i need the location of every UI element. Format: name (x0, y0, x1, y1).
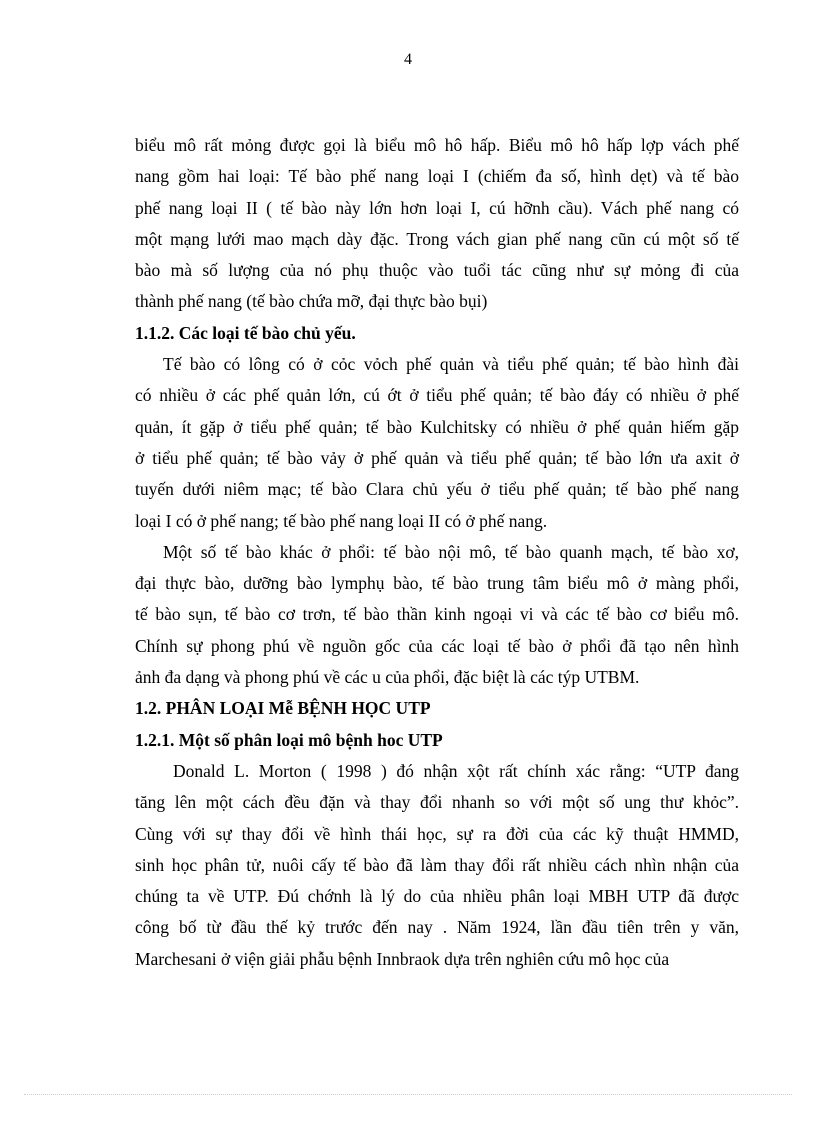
text-line: công bố từ đầu thế kỷ trước đến nay . Năm 1924, lần đầu tiên trên y văn, (135, 917, 739, 938)
paragraph (135, 130, 739, 318)
text-line: Tế bào có lông có ở cỏc vỏch phế quản và tiểu phế quản; tế bào hình đài (163, 354, 739, 375)
heading-text: 1.2. PHÂN LOẠI Mễ BỆNH HỌC UTP (135, 698, 431, 719)
text-line: một mạng lưới mao mạch dày đặc. Trong vách gian phế nang cũn cú một số tế (135, 228, 739, 249)
text-line: thành phế nang (tế bào chứa mỡ, đại thực bào bụi) (135, 291, 488, 312)
text-line: biểu mô rất mỏng được gọi là biểu mô hô hấp. Biểu mô hô hấp lợp vách phế (135, 135, 739, 155)
body-text (135, 130, 739, 975)
text-line: Cùng với sự thay đổi về hình thái học, sự ra đời của các kỹ thuật HMMD, (135, 823, 739, 844)
text-line: loại I có ở phế nang; tế bào phế nang loại II có ở phế nang. (135, 510, 548, 531)
text-line: Donald L. Morton ( 1998 ) đó nhận xột rất chính xác rằng: “UTP đang (173, 760, 739, 781)
text-line: tế bào sụn, tế bào cơ trơn, tế bào thần kinh ngoại vi và các tế bào cơ biểu mô. (135, 604, 739, 625)
paragraph (135, 349, 739, 537)
section-heading (135, 318, 739, 349)
section-heading (135, 725, 739, 756)
text-line: tăng lên một cách đều đặn và thay đổi nhanh so với một số ung thư khỏc”. (135, 792, 739, 813)
page-number: 4 (404, 51, 412, 68)
text-line: Marchesani ở viện giải phẫu bệnh Innbraok dựa trên nghiên cứu mô học của (135, 948, 670, 969)
paragraph (135, 537, 739, 693)
heading-text: 1.1.2. Các loại tế bào chủ yếu. (135, 322, 356, 343)
heading-text: 1.2.1. Một số phân loại mô bệnh hoc UTP (135, 729, 443, 750)
text-line: quản, ít gặp ở tiểu phế quản; tế bào Kulchitsky có nhiều ở phế quản hiếm gặp (135, 416, 739, 437)
text-line: có nhiều ở các phế quản lớn, cú ớt ở tiểu phế quản; tế bào đáy có nhiều ở phế (135, 385, 739, 406)
text-line: nang gồm hai loại: Tế bào phế nang loại I (chiếm đa số, hình dẹt) và tế bào (135, 166, 739, 187)
section-heading (135, 693, 739, 724)
paragraph (135, 756, 739, 975)
text-line: tuyến dưới niêm mạc; tế bào Clara chủ yếu ở tiểu phế quản; tế bào phế nang (135, 479, 739, 500)
text-line: bào mà số lượng của nó phụ thuộc vào tuổi tác cũng như sự mỏng đi của (135, 260, 739, 281)
text-line: ảnh đa dạng và phong phú về các u của phổi, đặc biệt là các týp UTBM. (135, 667, 640, 688)
page-bottom-divider (24, 1094, 792, 1095)
text-line: phế nang loại II ( tế bào này lớn hơn loại I, cú hỡnh cầu). Vách phế nang có (135, 197, 739, 218)
text-line: sinh học phân tử, nuôi cấy tế bào đã làm thay đổi rất nhiều cách nhìn nhận của (135, 854, 739, 875)
text-line: đại thực bào, dưỡng bào lymphụ bào, tế bào trung tâm biểu mô ở màng phổi, (135, 573, 739, 594)
text-line: Một số tế bào khác ở phổi: tế bào nội mô, tế bào quanh mạch, tế bào xơ, (163, 541, 739, 562)
text-line: chúng ta về UTP. Đú chớnh là lý do của nhiều phân loại MBH UTP đã được (135, 886, 739, 907)
text-line: Chính sự phong phú về nguồn gốc của các loại tế bào ở phổi đã tạo nên hình (135, 635, 739, 656)
text-line: ở tiểu phế quản; tế bào vảy ở phế quản và tiểu phế quản; tế bào lớn ưa axit ở (135, 447, 739, 468)
